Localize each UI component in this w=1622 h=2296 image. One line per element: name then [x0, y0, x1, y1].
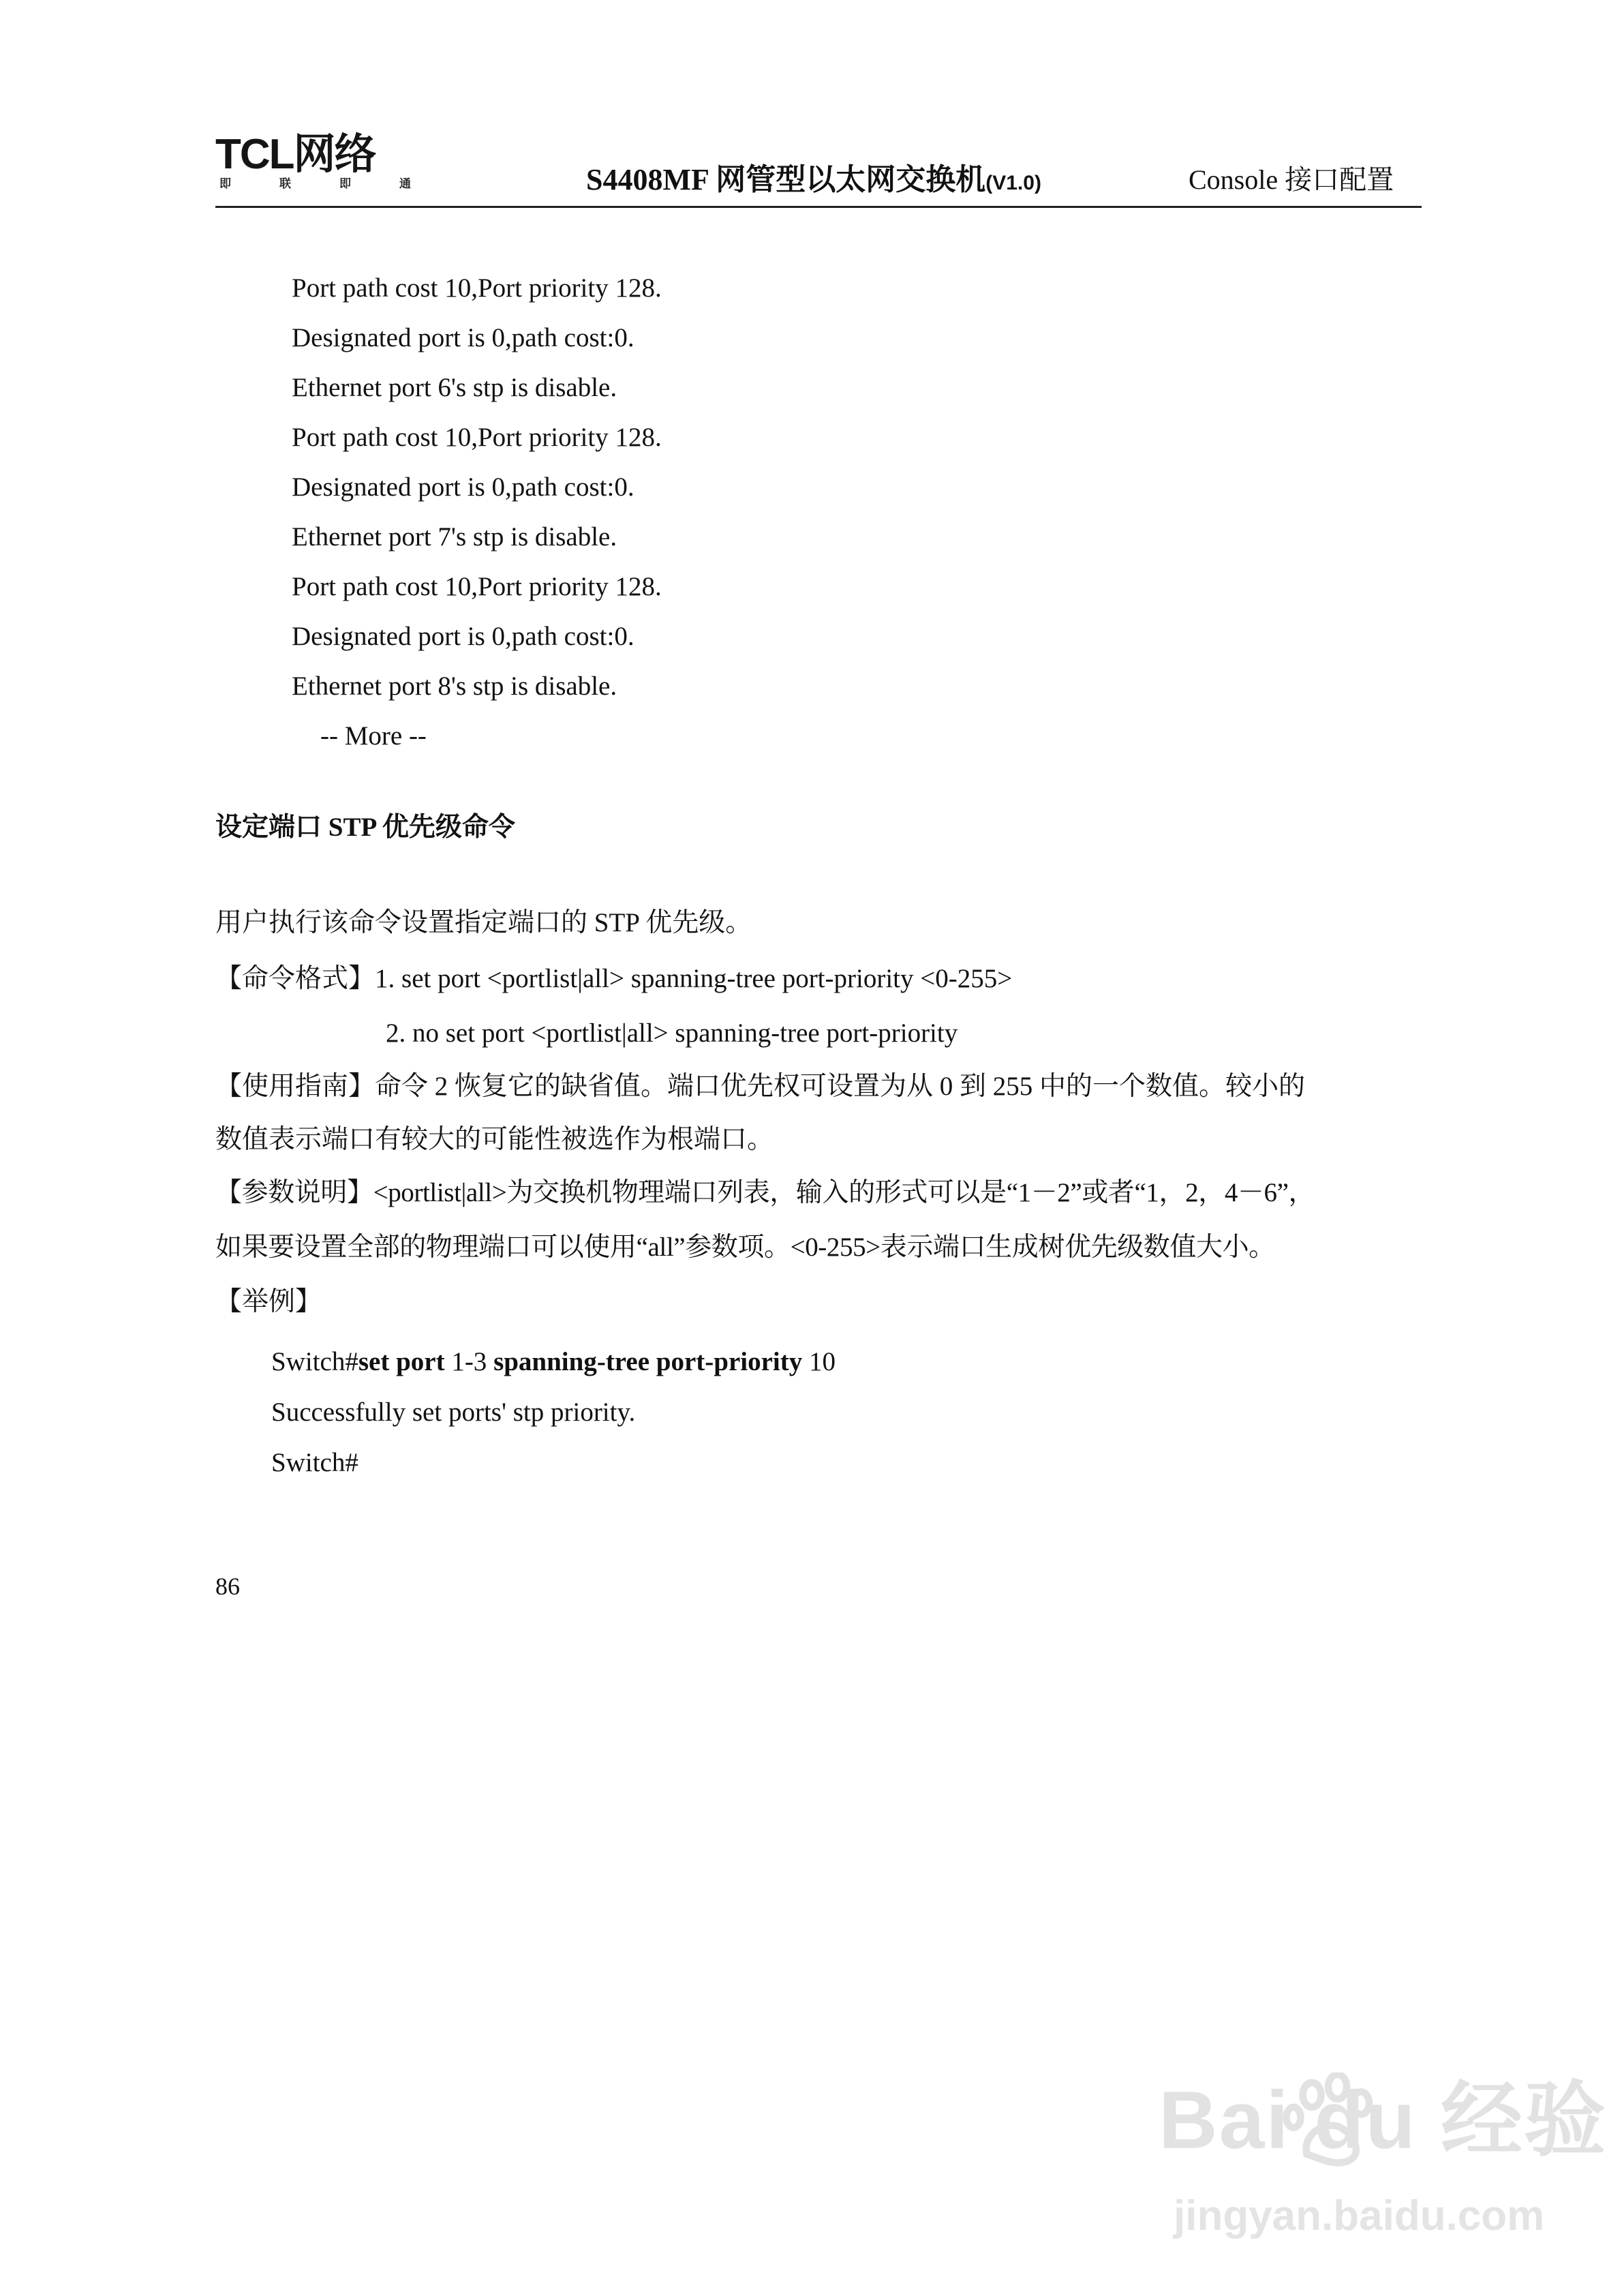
- logo-slogan-char: 即: [339, 177, 351, 191]
- example-argument: 10: [802, 1347, 836, 1376]
- command-format-line1: 1. set port <portlist|all> spanning-tree port-priority <0-255>: [375, 964, 1013, 993]
- output-line: Port path cost 10,Port priority 128.: [292, 273, 662, 303]
- intro-text: 用户执行该命令设置指定端口的 STP 优先级。: [215, 908, 752, 937]
- output-line: Port path cost 10,Port priority 128.: [292, 423, 662, 452]
- output-line: Designated port is 0,path cost:0.: [292, 323, 634, 352]
- more-prompt: -- More --: [320, 721, 427, 751]
- example-keyword: set port: [358, 1347, 445, 1376]
- command-format-row: [215, 965, 1012, 992]
- output-line: Ethernet port 6's stp is disable.: [292, 373, 617, 402]
- output-line: Port path cost 10,Port priority 128.: [292, 572, 662, 601]
- example-argument: 1-3: [444, 1347, 494, 1376]
- command-format-line2: 2. no set port <portlist|all> spanning-tree port-priority: [386, 1018, 958, 1048]
- example-prompt-end: Switch#: [271, 1448, 358, 1477]
- example-prompt: Switch#: [271, 1347, 358, 1376]
- logo-slogan-char: 联: [279, 177, 291, 191]
- output-line: Designated port is 0,path cost:0.: [292, 622, 634, 651]
- document-version: (V1.0): [985, 172, 1041, 194]
- watermark-brand: Bai du 经验: [1159, 2074, 1608, 2166]
- output-line: Ethernet port 8's stp is disable.: [292, 671, 617, 701]
- section-name: Console 接口配置: [1189, 164, 1394, 195]
- logo-slogan-char: 即: [219, 177, 231, 191]
- company-logo: TCL网络: [215, 131, 376, 178]
- params-line2: 如果要设置全部的物理端口可以使用“all”参数项。<0-255>表示端口生成树优先级数值大小。: [215, 1233, 1275, 1262]
- output-line: Ethernet port 7's stp is disable.: [292, 522, 617, 552]
- document-title-text: S4408MF 网管型以太网交换机: [586, 163, 986, 196]
- example-label: 【举例】: [215, 1287, 322, 1316]
- output-line: Designated port is 0,path cost:0.: [292, 472, 634, 502]
- example-command: [271, 1348, 836, 1375]
- usage-label: 【使用指南】: [215, 1072, 376, 1101]
- example-result: Successfully set ports' stp priority.: [271, 1398, 636, 1427]
- watermark-url: jingyan.baidu.com: [1174, 2192, 1545, 2239]
- params-row: [215, 1179, 1315, 1206]
- logo-slogan-char: 通: [399, 177, 411, 191]
- example-keyword: spanning-tree port-priority: [493, 1347, 803, 1376]
- usage-line2: 数值表示端口有较大的可能性被选作为根端口。: [215, 1125, 774, 1154]
- logo-slogan: [219, 179, 459, 190]
- document-title: [586, 165, 1041, 195]
- params-label: 【参数说明】: [215, 1178, 373, 1207]
- header-divider: [215, 206, 1422, 208]
- params-line1: <portlist|all>为交换机物理端口列表，输入的形式可以是“1－2”或者“1，2，4－6”，: [373, 1178, 1315, 1207]
- usage-line1: 命令 2 恢复它的缺省值。端口优先权可设置为从 0 到 255 中的一个数值。较小的: [375, 1072, 1306, 1101]
- section-heading: 设定端口 STP 优先级命令: [215, 813, 515, 842]
- page-number: 86: [215, 1573, 240, 1600]
- usage-row: [215, 1073, 1305, 1100]
- command-format-label: 【命令格式】: [215, 964, 376, 993]
